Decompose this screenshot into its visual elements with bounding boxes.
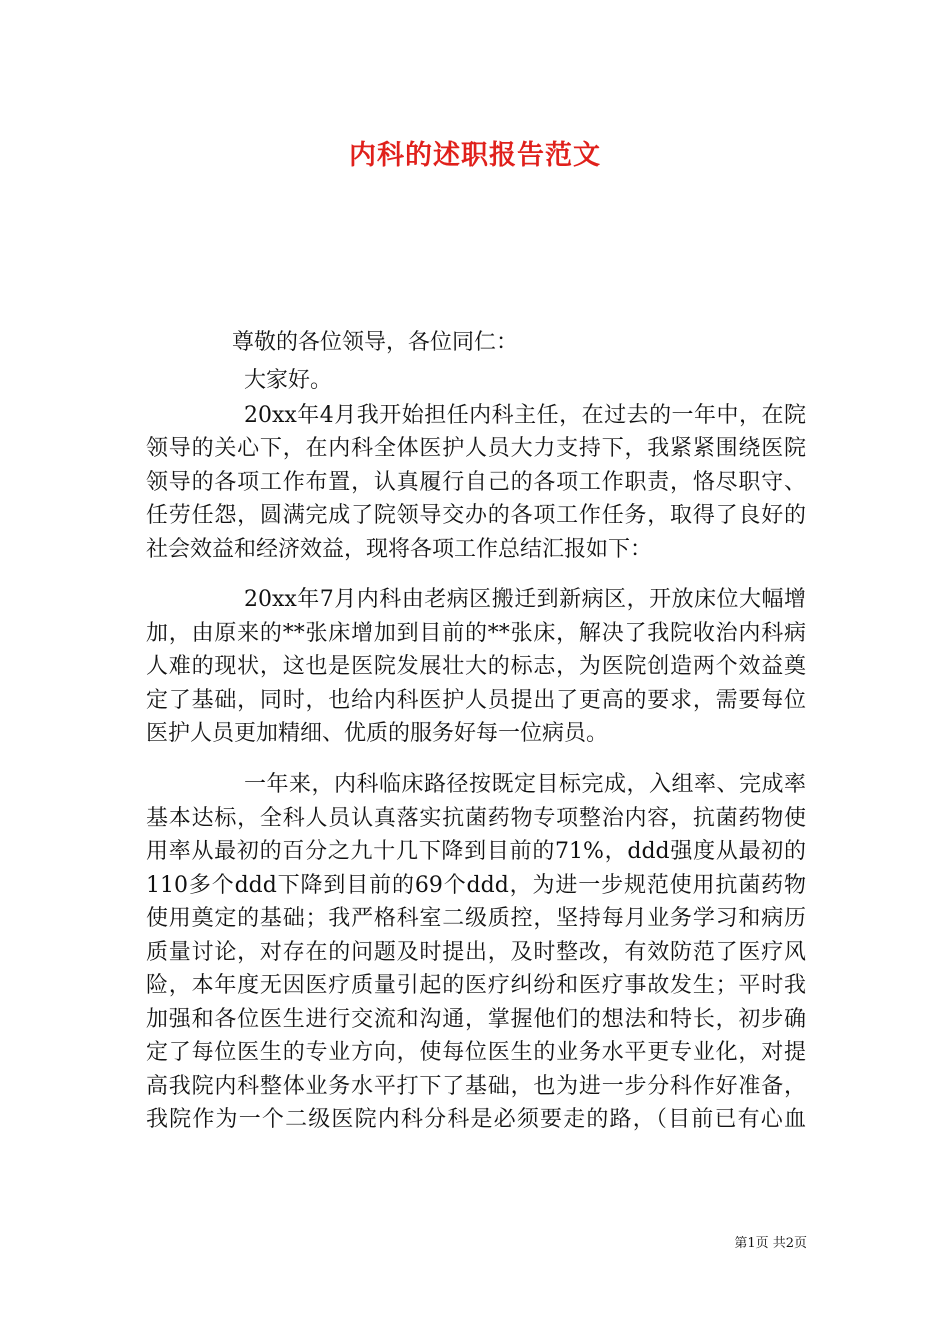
page-number-footer: 第1页 共2页: [734, 1236, 807, 1251]
paragraph-line: 定了基础，同时，也给内科医护人员提出了更高的要求，需要每位: [146, 688, 806, 713]
paragraph-line: 领导的关心下，在内科全体医护人员大力支持下，我紧紧围绕医院: [146, 436, 806, 461]
paragraph-line: 险，本年度无因医疗质量引起的医疗纠纷和医疗事故发生；平时我: [146, 973, 806, 998]
paragraph-line: 社会效益和经济效益，现将各项工作总结汇报如下：: [146, 537, 653, 562]
paragraph-line: 医护人员更加精细、优质的服务好每一位病员。: [146, 721, 609, 746]
paragraph-line: 领导的各项工作布置，认真履行自己的各项工作职责，恪尽职守、: [146, 470, 806, 495]
paragraph-line: 质量讨论，对存在的问题及时提出，及时整改，有效防范了医疗风: [146, 940, 806, 965]
paragraph-line: 我院作为一个二级医院内科分科是必须要走的路，（目前已有心血: [146, 1107, 806, 1132]
paragraph-line: 20xx年4月我开始担任内科主任，在过去的一年中，在院: [244, 403, 806, 428]
paragraph-line: 一年来，内科临床路径按既定目标完成，入组率、完成率: [244, 772, 806, 797]
paragraph-line: 用率从最初的百分之九十几下降到目前的71%，ddd强度从最初的: [146, 839, 806, 864]
document-title: 内科的述职报告范文: [349, 140, 601, 171]
greeting: 大家好。: [244, 368, 333, 393]
paragraph-line: 高我院内科整体业务水平打下了基础，也为进一步分科作好准备，: [146, 1074, 806, 1099]
paragraph-line: 任劳任怨，圆满完成了院领导交办的各项工作任务，取得了良好的: [146, 503, 806, 528]
paragraph-line: 人难的现状，这也是医院发展壮大的标志，为医院创造两个效益奠: [146, 654, 806, 679]
paragraph-line: 基本达标，全科人员认真落实抗菌药物专项整治内容，抗菌药物使: [146, 806, 806, 831]
paragraph-line: 110多个ddd下降到目前的69个ddd，为进一步规范使用抗菌药物: [146, 873, 806, 898]
paragraph-line: 使用奠定的基础；我严格科室二级质控，坚持每月业务学习和病历: [146, 906, 806, 931]
salutation: 尊敬的各位领导，各位同仁：: [232, 330, 519, 355]
paragraph-line: 加，由原来的**张床增加到目前的**张床，解决了我院收治内科病: [146, 621, 806, 646]
paragraph-line: 20xx年7月内科由老病区搬迁到新病区，开放床位大幅增: [244, 587, 806, 612]
paragraph-line: 定了每位医生的专业方向，使每位医生的业务水平更专业化，对提: [146, 1040, 806, 1065]
paragraph-line: 加强和各位医生进行交流和沟通，掌握他们的想法和特长，初步确: [146, 1007, 806, 1032]
